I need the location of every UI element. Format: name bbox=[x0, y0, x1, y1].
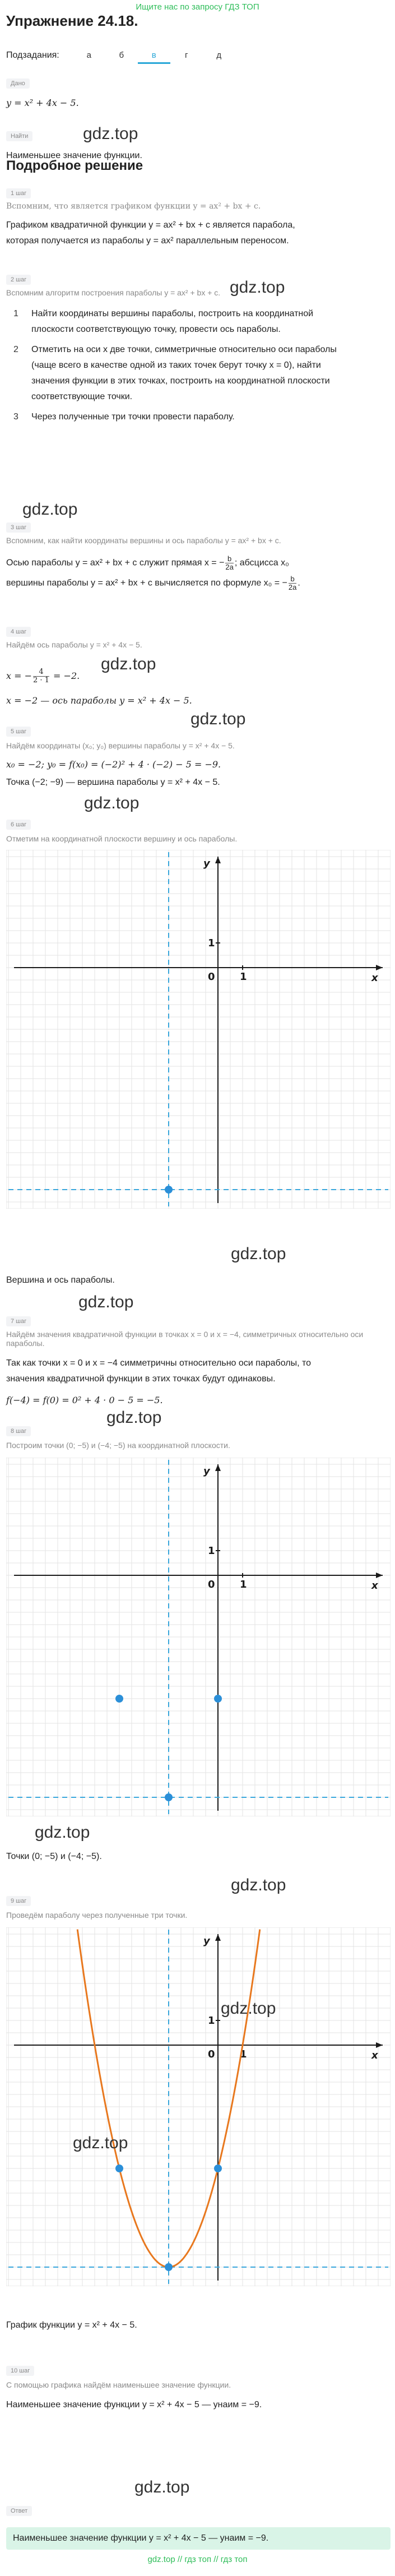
detailed-title: Подробное решение bbox=[6, 158, 143, 173]
step1-chip: 1 шаг bbox=[6, 188, 31, 198]
watermark: gdz.top bbox=[134, 2478, 190, 2496]
x-unit-label: 1 bbox=[240, 971, 247, 983]
subtask-a[interactable]: а bbox=[86, 50, 91, 60]
step5-chip: 5 шаг bbox=[6, 727, 31, 737]
watermark: gdz.top bbox=[190, 710, 246, 728]
step5-line2: Точка (−2; −9) — вершина параболы y = x² + 4x − 5. bbox=[6, 778, 220, 787]
watermark: gdz.top bbox=[221, 1999, 276, 2018]
coordinate-plane bbox=[6, 1927, 391, 2286]
y-axis-label: y bbox=[203, 1935, 210, 1947]
step5-intro: Найдём координаты (x₀; y₀) вершины параболы y = x² + 4x − 5. bbox=[6, 741, 235, 750]
step9-caption: График функции y = x² + 4x − 5. bbox=[6, 2320, 137, 2330]
step7-line1: Так как точки x = 0 и x = −4 симметричны относительно оси параболы, то bbox=[6, 1358, 312, 1368]
step1-intro: Вспомним, что является графиком функции y = ax² + bx + c. bbox=[6, 202, 261, 211]
data-point bbox=[165, 2263, 173, 2271]
y-unit-label: 1 bbox=[208, 937, 215, 949]
step4-line2: x = −2 — ось параболы y = x² + 4x − 5. bbox=[6, 695, 192, 706]
answer-text: Наименьшее значение функции y = x² + 4x − 5 — yнаим = −9. bbox=[13, 2533, 269, 2543]
subtask-v[interactable]: в bbox=[138, 47, 170, 64]
step10-line1: Наименьшее значение функции y = x² + 4x − 5 — yнаим = −9. bbox=[6, 2400, 262, 2409]
watermark: gdz.top bbox=[231, 1245, 286, 1263]
step7-line2: значения квадратичной функции в этих точках будут одинаковы. bbox=[6, 1374, 276, 1384]
fraction: $\frac{b}{2a}$ bbox=[288, 575, 297, 591]
x-unit-label: 1 bbox=[240, 2048, 247, 2060]
step6-intro: Отметим на координатной плоскости вершину и ось параболы. bbox=[6, 834, 238, 843]
data-point bbox=[214, 1695, 222, 1703]
data-point bbox=[214, 2165, 222, 2172]
step8-chip: 8 шаг bbox=[6, 1426, 31, 1436]
footer-links[interactable]: gdz.top // гдз топ // гдз топ bbox=[147, 2555, 248, 2564]
graph-parabola bbox=[6, 1927, 391, 2286]
watermark: gdz.top bbox=[230, 278, 285, 297]
exercise-title: Упражнение 24.18. bbox=[6, 12, 138, 29]
step10-chip: 10 шаг bbox=[6, 2366, 34, 2376]
step7-chip: 7 шаг bbox=[6, 1316, 31, 1326]
x-unit-label: 1 bbox=[240, 1579, 247, 1590]
x-axis-label: x bbox=[371, 972, 378, 984]
fraction: $\frac{b}{2a}$ bbox=[225, 554, 234, 571]
top-search-link[interactable]: Ищите нас по запросу ГДЗ ТОП bbox=[136, 2, 259, 12]
step1-line1: Графиком квадратичной функции y = ax² + bx + c является парабола, bbox=[6, 220, 295, 230]
step10-intro: С помощью графика найдём наименьшее значение функции. bbox=[6, 2380, 231, 2389]
watermark: gdz.top bbox=[73, 2134, 128, 2152]
subtasks-label: Подзадания: bbox=[6, 50, 59, 60]
x-axis-label: x bbox=[371, 1580, 378, 1592]
answer-box bbox=[6, 2527, 391, 2550]
step3-line2: вершины параболы y = ax² + bx + c вычисляется по формуле x₀ = − $\frac{b}{2a}$ . bbox=[6, 575, 300, 591]
step3-line1: Осью параболы y = ax² + bx + c служит прямая x = − $\frac{b}{2a}$ ; абсцисса x₀ bbox=[6, 554, 289, 571]
step2-chip: 2 шаг bbox=[6, 275, 31, 285]
subtask-d[interactable]: д bbox=[216, 50, 222, 60]
step4-chip: 4 шаг bbox=[6, 627, 31, 637]
data-point bbox=[165, 1793, 173, 1801]
x-axis-label: x bbox=[371, 2050, 378, 2061]
step3-chip: 3 шаг bbox=[6, 522, 31, 533]
data-point bbox=[115, 1695, 123, 1703]
subtasks-row bbox=[6, 47, 235, 64]
graph-vertex-axis bbox=[6, 850, 391, 1209]
data-point bbox=[115, 2165, 123, 2172]
data-point bbox=[165, 1186, 173, 1194]
find-text: Наименьшее значение функции. bbox=[6, 151, 142, 160]
y-unit-label: 1 bbox=[208, 2015, 215, 2027]
origin-label: 0 bbox=[208, 2048, 215, 2060]
y-axis-label: y bbox=[203, 858, 210, 870]
graph-points bbox=[6, 1458, 391, 1816]
watermark: gdz.top bbox=[101, 655, 156, 673]
fraction: $\frac{4}{2 \cdot 1}$ bbox=[33, 668, 49, 685]
answer-chip: Ответ bbox=[6, 2506, 32, 2516]
step8-intro: Построим точки (0; −5) и (−4; −5) на координатной плоскости. bbox=[6, 1441, 230, 1450]
step7-intro: Найдём значения квадратичной функции в точках x = 0 и x = −4, симметричных относительно оси параболы. bbox=[6, 1330, 364, 1348]
watermark: gdz.top bbox=[84, 794, 140, 812]
watermark: gdz.top bbox=[35, 1823, 90, 1842]
origin-label: 0 bbox=[208, 971, 215, 983]
step7-line3: f(−4) = f(0) = 0² + 4 · 0 − 5 = −5. bbox=[6, 1395, 163, 1405]
y-axis-label: y bbox=[203, 1465, 210, 1477]
step6-caption: Вершина и ось параболы. bbox=[6, 1275, 115, 1285]
step6-chip: 6 шаг bbox=[6, 820, 31, 830]
step4-intro: Найдём ось параболы y = x² + 4x − 5. bbox=[6, 640, 142, 649]
coordinate-plane bbox=[6, 850, 391, 1209]
algorithm-item: 1 Найти координаты вершины параболы, построить на координатной плоскости соответствующую точку, провести ось параболы. bbox=[13, 309, 314, 334]
coordinate-plane bbox=[6, 1458, 391, 1816]
step5-line1: x₀ = −2; y₀ = f(x₀) = (−2)² + 4 · (−2) − 5 = −9. bbox=[6, 759, 221, 770]
given-formula: y = x² + 4x − 5. bbox=[6, 98, 79, 108]
step9-chip: 9 шаг bbox=[6, 1896, 31, 1906]
watermark: gdz.top bbox=[78, 1293, 134, 1311]
step8-caption: Точки (0; −5) и (−4; −5). bbox=[6, 1852, 102, 1861]
watermark: gdz.top bbox=[231, 1876, 286, 1894]
step1-line2: которая получается из параболы y = ax² параллельным переносом. bbox=[6, 236, 289, 246]
algorithm-item: 2 Отметить на оси x две точки, симметричные относительно оси параболы (чаще всего в качестве одной из таких точек берут точку x = 0), найти значения функции в этих точках, построить на координатной плоскости соответствующие точки. bbox=[13, 345, 337, 401]
step9-intro: Проведём параболу через полученные три точки. bbox=[6, 1911, 188, 1920]
watermark: gdz.top bbox=[83, 124, 138, 143]
watermark: gdz.top bbox=[106, 1408, 162, 1427]
given-chip: Дано bbox=[6, 78, 30, 89]
step4-line1: x = − $\frac{4}{2 \cdot 1}$ = −2. bbox=[6, 668, 80, 685]
y-unit-label: 1 bbox=[208, 1545, 215, 1557]
algorithm-list bbox=[13, 306, 383, 425]
origin-label: 0 bbox=[208, 1579, 215, 1590]
step2-intro: Вспомним алгоритм построения параболы y = ax² + bx + c. bbox=[6, 288, 221, 297]
watermark: gdz.top bbox=[22, 500, 78, 519]
subtask-g[interactable]: г bbox=[184, 50, 188, 60]
subtask-b[interactable]: б bbox=[119, 50, 124, 60]
algorithm-item: 3 Через полученные три точки провести параболу. bbox=[13, 412, 235, 422]
find-chip: Найти bbox=[6, 131, 32, 141]
step3-intro: Вспомним, как найти координаты вершины и ось параболы y = ax² + bx + c. bbox=[6, 536, 281, 545]
